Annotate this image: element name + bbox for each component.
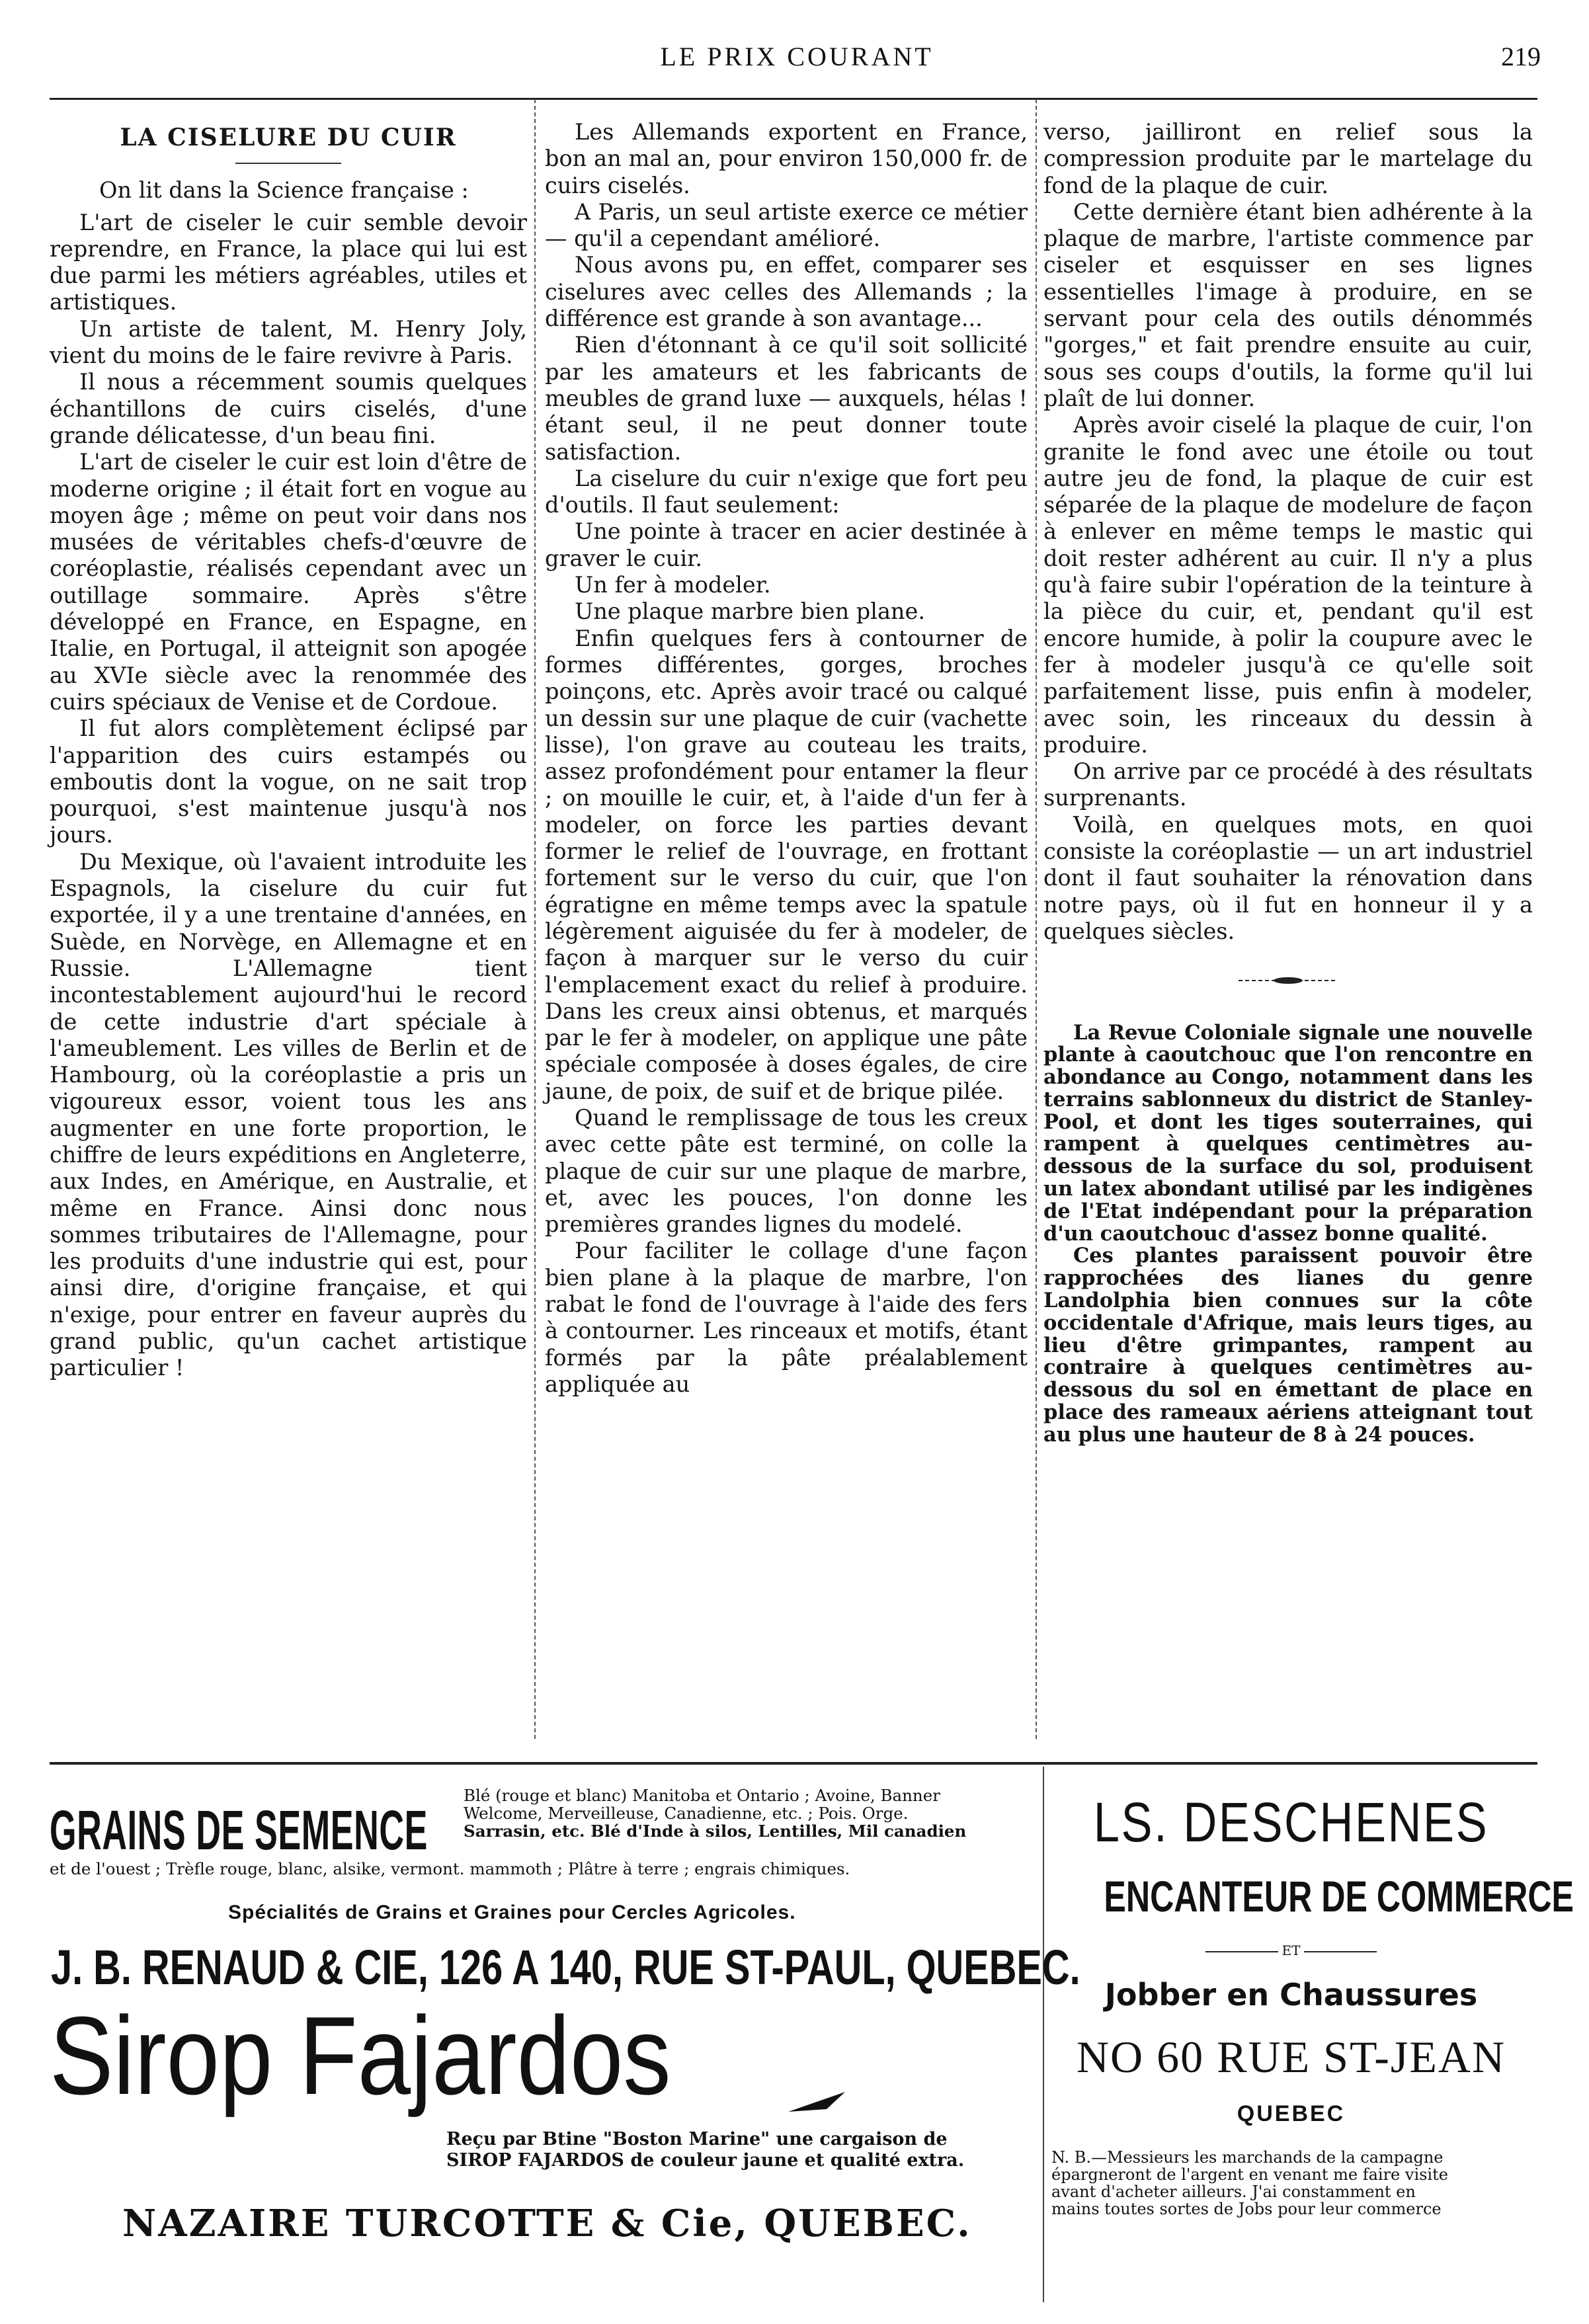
sirop-merchant: NAZAIRE TURCOTTE & Cie, QUEBEC. [122,2202,972,2245]
advertisement-rule [50,1762,1537,1765]
rubber-plant-notice [1043,1022,1533,1447]
note-line: mains toutes sortes de Jobs pour leur commerce [1051,2200,1442,2218]
grains-merchant: J. B. RENAUD & CIE, 126 A 140, RUE ST-PAUL, QUEBEC. [51,1940,1080,1995]
page-number: 219 [1501,42,1541,71]
arrow-icon [787,2089,846,2116]
article-paragraph: Un artiste de talent, M. Henry Joly, vient du moins de le faire revivre à Paris. [50,315,527,369]
article-column-2 [545,119,1028,1398]
article-paragraph: Il fut alors complètement éclipsé par l'apparition des cuirs estampés ou emboutis dont la vogue, on ne sait trop pourquoi, s'est maintenue jusqu'à nos jours. [50,715,527,848]
deschenes-title: ENCANTEUR DE COMMERCE [1104,1872,1574,1921]
article-paragraph: Les Allemands exportent en France, bon an mal an, pour environ 150,000 fr. de cuirs ciselés. [545,119,1028,198]
article-paragraph: On lit dans la Science française : [99,177,469,204]
ornament-icon [1239,976,1338,985]
article-paragraph: Du Mexique, où l'avaient introduite les Espagnols, la ciselure du cuir fut exportée, il y a une trentaine d'années, en Suède, en Norvège, en Allemagne et en Russie. L'Allemagne tient incontestablement aujourd'hui le record de cette industrie d'art spéciale à l'ameublement. Les villes de Berlin et de Hambourg, où la coréoplastie a pris un vigoureux essor, voient tous les ans augmenter en une forte proportion, le chiffre de leurs expéditions en Angleterre, aux Indes, en Amérique, en Australie, et même en France. Ainsi donc nous sommes tributaires de l'Allemagne, pour les produits d'une industrie qui est, pour ainsi dire, d'origine française, et qui n'exige, pour entrer en faveur auprès du grand public, qu'un cachet artistique particulier ! [50,848,527,1381]
article-paragraph: Voilà, en quelques mots, en quoi consiste la coréoplastie — un art industriel dont il faut souhaiter la rénovation dans notre pays, où il fut en honneur il y a quelques siècles. [1043,811,1533,944]
deschenes-address: NO 60 RUE ST-JEAN [1076,2032,1506,2082]
column-divider-1 [534,99,536,1739]
sirop-description [446,2129,1048,2171]
note-line: N. B.—Messieurs les marchands de la campagne [1051,2148,1444,2167]
et-label: ET [1282,1943,1301,1958]
title-rule [235,163,341,164]
article-paragraph: Enfin quelques fers à contourner de formes différentes, gorges, broches poinçons, etc. Après avoir tracé ou calqué un dessin sur une plaque de cuir (vachette lisse), l'on grave au couteau les traits, assez profondément pour entamer la fleur ; on mouille le cuir, et, à l'aide d'un fer à modeler, on force les parties devant former le relief de l'ouvrage, en frottant fortement sur le verso du cuir, que l'on égratigne en même temps avec la spatule légèrement aiguisée du fer à modeler, de façon à marquer sur le verso du cuir l'emplacement exact du relief à produire. Dans les creux ainsi obtenus, et marqués par le fer à modeler, on applique une pâte spéciale composée à doses égales, de cire jaune, de poix, de suif et de brique pilée. [545,625,1028,1104]
sirop-line: Reçu par Btine "Boston Marine" une cargaison de [446,2129,948,2149]
article-paragraph: verso, jailliront en relief sous la compression produite par le martelage du fond de la plaque de cuir. [1043,119,1533,198]
deschenes-note [1051,2149,1534,2218]
grains-line: Blé (rouge et blanc) Manitoba et Ontario ; Avoine, Banner [464,1786,940,1805]
article-column-3 [1043,119,1533,1447]
article-paragraph: Après avoir ciselé la plaque de cuir, l'on granite le fond avec une étoile ou tout autre jeu de fond, la plaque de cuir est séparée de la plaque de modelure de façon à enlever en même temps le mastic qui doit rester adhérent au cuir. Il n'y a plus qu'à faire subir l'opération de la teinture à la pièce du cuir, et, pendant qu'il est encore humide, à polir la coupure avec le fer à modeler jusqu'à ce qu'elle soit parfaitement lisse, puis enfin à modeler, avec soin, les rinceaux du dessin à produire. [1043,412,1533,758]
note-line: avant d'acheter ailleurs. J'ai constamment en [1051,2183,1416,2201]
article-paragraph: Pour faciliter le collage d'une façon bien plane à la plaque de marbre, l'on rabat le fond de l'ouvrage à l'aide des fers à contourner. Les rinceaux et motifs, étant formés par la pâte préalablement appliquée au [545,1238,1028,1397]
article-paragraph: La ciselure du cuir n'exige que fort peu d'outils. Il faut seulement: [545,465,1028,518]
grains-line: Sarrasin, etc. Blé d'Inde à silos, Lentilles, Mil canadien [464,1822,967,1841]
note-line: épargneront de l'argent en venant me faire visite [1051,2165,1448,2184]
article-paragraph: A Paris, un seul artiste exerce ce métier — qu'il a cependant amélioré. [545,198,1028,252]
article-title: LA CISELURE DU CUIR [120,124,457,151]
advertisement-right [1045,1779,1574,2307]
header-rule [50,98,1537,100]
grains-line: et de l'ouest ; Trèfle rouge, blanc, alsike, vermont. mammoth ; Plâtre à terre ; engrais chimiques. [50,1859,850,1878]
advertisement-left [50,1779,1080,2307]
grains-description [464,1786,1045,1840]
rule-right [1304,1951,1377,1952]
article-paragraph: Une pointe à tracer en acier destinée à graver le cuir. [545,518,1028,571]
grains-specialites: Spécialités de Grains et Graines pour Cercles Agricoles. [228,1902,796,1923]
column-divider-2 [1036,99,1037,1739]
deschenes-city: QUEBEC [1237,2101,1346,2126]
article-paragraph: Une plaque marbre bien plane. [575,598,925,625]
rule-left [1205,1951,1278,1952]
article-paragraph: Il nous a récemment soumis quelques échantillons de cuirs ciselés, d'une grande délicatesse, d'un beau fini. [50,369,527,448]
article-paragraph: On arrive par ce procédé à des résultats surprenants. [1043,758,1533,811]
deschenes-et [1045,1943,1537,1958]
article-column-1 [50,119,527,1382]
article-paragraph: L'art de ciseler le cuir est loin d'être de moderne origine ; il était fort en vogue au moyen âge ; même on peut voir dans nos musées de véritables chefs-d'œuvre de coréoplastie, réalisés cependant avec un outillage sommaire. Après s'être développé en France, en Espagne, en Italie, en Portugal, il atteignit son apogée au XVIe siècle avec la renommée des cuirs spéciaux de Venise et de Cordoue. [50,449,527,715]
article-paragraph: Quand le remplissage de tous les creux avec cette pâte est terminé, on colle la plaque de cuir sur une plaque de marbre, et, avec les pouces, l'on donne les premières grandes lignes du modelé. [545,1104,1028,1238]
article-paragraph: Un fer à modeler. [575,572,771,598]
advertisement-divider [1043,1767,1044,2302]
grains-title: GRAINS DE SEMENCE [50,1799,428,1861]
article-paragraph: Cette dernière étant bien adhérente à la plaque de marbre, l'artiste commence par ciseler et esquisser en ses lignes essentielles l'image à produire, en se servant pour cela des outils dénommés "gorges," et fait prendre ensuite au cuir, sous ses coups d'outils, la forme qu'il lui plaît de lui donner. [1043,198,1533,411]
notice-paragraph: La Revue Coloniale signale une nouvelle plante à caoutchouc que l'on rencontre en abondance au Congo, notamment dans les terrains sablonneux du district de Stanley-Pool, et dont les tiges souterraines, qui rampent à quelques centimètres au-dessous de la surface du sol, produisent un latex abondant utilisé par les indigènes de l'Etat indépendant pour la préparation d'un caoutchouc d'assez bonne qualité. [1043,1020,1533,1246]
sirop-title: Sirop Fajardos [50,1993,671,2118]
notice-paragraph: Ces plantes paraissent pouvoir être rapprochées des lianes du genre Landolphia bien connues sur la côte occidentale d'Afrique, mais leurs tiges, au lieu d'être grimpantes, rampent au contraire à quelques centimètres au-dessous du sol en émettant de place en place des rameaux aériens atteignant tout au plus une hauteur de 8 à 24 pouces. [1043,1244,1533,1447]
article-paragraph: L'art de ciseler le cuir semble devoir reprendre, en France, la place qui lui est due parmi les métiers agréables, utiles et artistiques. [50,209,527,315]
page-header [53,41,1541,87]
article-paragraph: Rien d'étonnant à ce qu'il soit sollicité par les amateurs et les fabricants de meubles de grand luxe — auxquels, hélas ! étant seul, il ne peut donner toute satisfaction. [545,332,1028,465]
ornament-divider [1043,965,1533,991]
grains-line: Welcome, Merveilleuse, Canadienne, etc. ; Pois. Orge. [464,1804,909,1823]
running-title: LE PRIX COURANT [660,42,934,71]
sirop-line: SIROP FAJARDOS de couleur jaune et qualité extra. [446,2150,965,2171]
deschenes-jobber: Jobber en Chaussures [1104,1977,1478,2013]
article-paragraph: Nous avons pu, en effet, comparer ses ciselures avec celles des Allemands ; la différence est grande à son avantage... [545,252,1028,332]
deschenes-name: LS. DESCHENES [1093,1791,1489,1853]
